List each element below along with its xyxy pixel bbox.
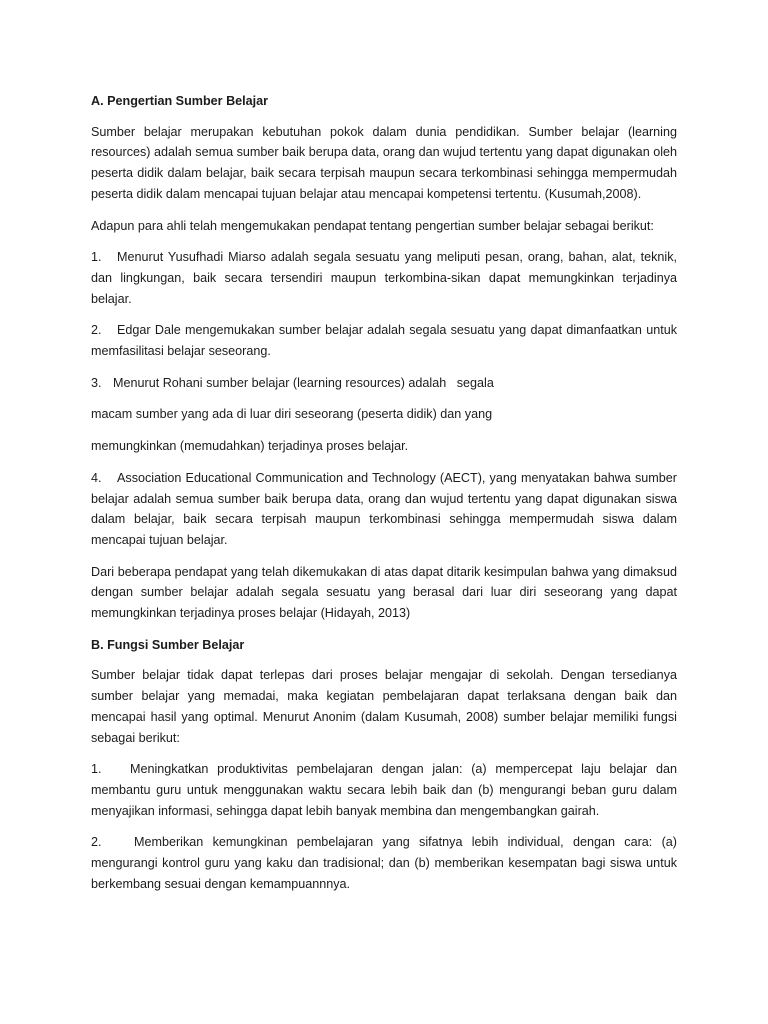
section-b-heading: B. Fungsi Sumber Belajar <box>91 637 245 652</box>
section-a-conclusion: Dari beberapa pendapat yang telah dikemukakan di atas dapat ditarik kesimpulan bahwa yang dimaksud dengan sumber belajar adalah segala sesuatu yang berasal dari luar diri seseorang yang dapat memungkinkan terjadinya proses belajar (Hidayah, 2013) <box>91 564 677 621</box>
list-text: Memberikan kemungkinan pembelajaran yang sifatnya lebih individual, dengan cara: (a) mengurangi kontrol guru yang kaku dan tradisional; dan (b) memberikan kesempatan bagi siswa untuk berkembang sesuai dengan kemampuannnya. <box>91 835 677 891</box>
list-number: 3. <box>91 375 102 390</box>
list-item-b2 <box>91 832 677 894</box>
list-item-a4 <box>91 468 677 551</box>
list-item-a3-continuation-1: macam sumber yang ada di luar diri seseorang (peserta didik) dan yang <box>91 407 493 422</box>
section-a-intro: Sumber belajar merupakan kebutuhan pokok dalam dunia pendidikan. Sumber belajar (learning resources) adalah semua sumber baik berupa data, orang dan wujud tertentu yang dapat digunakan oleh peserta didik dalam belajar, baik secara terpisah maupun secara terkombinasi sehingga mempermudah peserta didik dalam mencapai tujuan belajar atau mencapai kompetensi tertentu. (Kusumah,2008). <box>91 124 678 201</box>
list-number: 2. <box>91 323 102 338</box>
list-number: 1. <box>91 762 102 777</box>
list-item-b1 <box>91 759 677 821</box>
list-item-a3-continuation-2: memungkinkan (memudahkan) terjadinya proses belajar. <box>91 439 409 454</box>
list-number: 1. <box>91 250 102 265</box>
list-text: Association Educational Communication and Technology (AECT), yang menyatakan bahwa sumber belajar adalah semua sumber baik berupa data, orang dan wujud tertentu yang dapat digunakan siswa dalam belajar, baik secara terpisah maupun terkombinasi sehingga mempermudah siswa dalam mencapai tujuan belajar. <box>91 470 677 547</box>
list-text: Meningkatkan produktivitas pembelajaran dengan jalan: (a) mempercepat laju belajar dan membantu guru untuk menggunakan waktu secara lebih baik dan (b) mengurangi beban guru dalam menyajikan informasi, sehingga dapat lebih banyak membina dan mengembangkan gairah. <box>91 762 677 818</box>
list-text: Menurut Yusufhadi Miarso adalah segala sesuatu yang meliputi pesan, orang, bahan, alat, teknik, dan lingkungan, baik secara tersendiri maupun terkombina-sikan dapat memungkinkan terjadinya belajar. <box>91 250 677 306</box>
list-text: Menurut Rohani sumber belajar (learning resources) adalah segala <box>113 375 494 390</box>
section-b-intro: Sumber belajar tidak dapat terlepas dari proses belajar mengajar di sekolah. Dengan tersedianya sumber belajar yang memadai, maka kegiatan pembelajaran dapat terlaksana dengan baik dan mencapai hasil yang optimal. Menurut Anonim (dalam Kusumah, 2008) sumber belajar memiliki fungsi sebagai berikut: <box>91 668 677 745</box>
list-text: Edgar Dale mengemukakan sumber belajar adalah segala sesuatu yang dapat dimanfaatkan untuk memfasilitasi belajar seseorang. <box>91 323 677 359</box>
section-a-heading: A. Pengertian Sumber Belajar <box>91 94 269 108</box>
list-item-a1 <box>91 247 677 309</box>
list-number: 2. <box>91 835 102 850</box>
list-item-a3 <box>91 373 677 394</box>
section-a-lead: Adapun para ahli telah mengemukakan pendapat tentang pengertian sumber belajar sebagai berikut: <box>91 218 654 233</box>
list-item-a2 <box>91 320 677 361</box>
list-number: 4. <box>91 470 102 485</box>
document-page <box>91 91 677 906</box>
